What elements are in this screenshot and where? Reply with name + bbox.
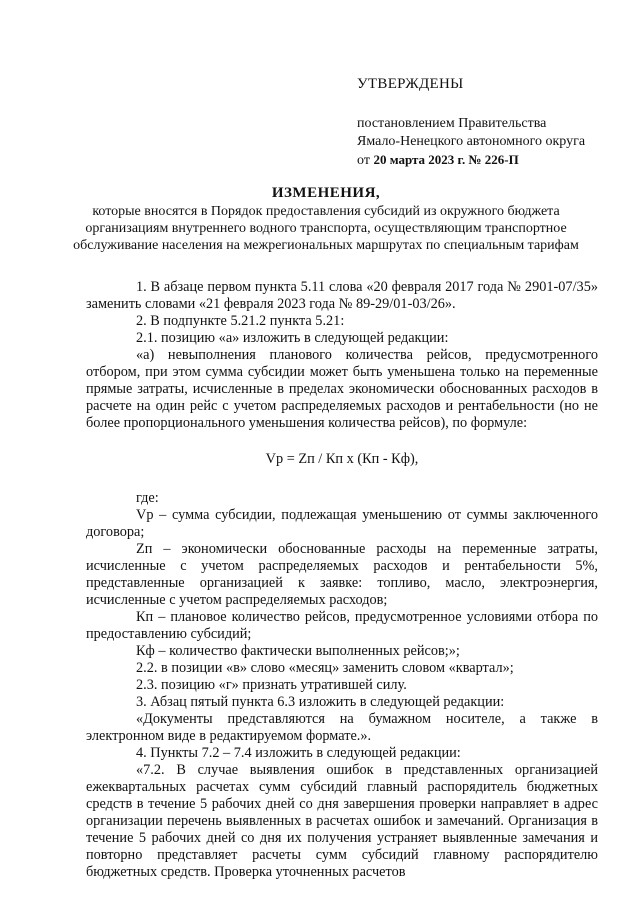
paragraph: 2.1. позицию «а» изложить в следующей редакции: (136, 330, 449, 346)
paragraph: «Документы представляются на бумажном носителе, а также в электронном виде в редактируемом формате.». (86, 711, 598, 744)
paragraph: 1. В абзаце первом пункта 5.11 слова «20 февраля 2017 года № 2901-07/35» заменить словами «21 февраля 2023 года № 89-29/01-03/26». (86, 279, 598, 312)
approval-line-1: постановлением Правительства (357, 116, 547, 131)
approval-date: 20 марта 2023 г. № 226-П (373, 152, 519, 167)
approval-date-line (357, 151, 627, 170)
formula: Vр = Zп / Кп х (Кп - Кф), (265, 451, 419, 467)
paragraph: Vр – сумма субсидии, подлежащая уменьшению от суммы заключенного договора; (86, 507, 598, 540)
approval-stamp (357, 76, 627, 170)
paragraph: 2.3. позицию «г» признать утратившей силу. (136, 677, 407, 693)
paragraph: 4. Пункты 7.2 – 7.4 изложить в следующей редакции: (136, 745, 461, 761)
paragraph: 2. В подпункте 5.21.2 пункта 5.21: (136, 313, 345, 329)
document-body (86, 279, 598, 881)
paragraph: Кп – плановое количество рейсов, предусмотренное условиями отбора по предоставлению субсидий; (86, 609, 598, 642)
document-title-block (60, 184, 592, 254)
document-title: ИЗМЕНЕНИЯ, (271, 185, 381, 201)
approval-line-2: Ямало-Ненецкого автономного округа (357, 134, 586, 149)
paragraph: 3. Абзац пятый пункта 6.3 изложить в следующей редакции: (136, 694, 505, 710)
paragraph: Zп – экономически обоснованные расходы на переменные затраты, исчисленные с учетом распределяемых расходов и рентабельности 5%, представленные организацией к заявке: топливо, масло, электроэнергия, исчисленные с учетом распределяемых расходов; (86, 541, 598, 608)
approval-heading: УТВЕРЖДЕНЫ (357, 76, 464, 92)
document-subtitle: которые вносятся в Порядок предоставления субсидий из окружного бюджета организациям внутреннего водного транспорта, осуществляющим транспортное обслуживание населения на межрегиональных маршрутах по специальным тарифам (73, 204, 579, 253)
paragraph: «7.2. В случае выявления ошибок в представленных организацией ежеквартальных расчетах сумм субсидий главный распорядитель бюджетных средств в течение 5 рабочих дней со дня завершения проверки направляет в адрес организации перечень выявленных в расчетах ошибок и замечаний. Организация в течение 5 рабочих дней со дня их получения устраняет выявленные замечания и повторно представляет расчеты сумм субсидий главному распорядителю бюджетных средств. Проверка уточненных расчетов (86, 762, 598, 880)
paragraph: «а) невыполнения планового количества рейсов, предусмотренного отбором, при этом сумма субсидии может быть уменьшена только на переменные прямые затраты, исчисленные в пределах экономически обоснованных расходов в расчете на один рейс с учетом распределяемых расходов и рентабельности (но не более пропорционального уменьшения количества рейсов), по формуле: (86, 347, 598, 431)
paragraph-where: где: (136, 490, 159, 506)
paragraph: 2.2. в позиции «в» слово «месяц» заменить словом «квартал»; (136, 660, 514, 676)
paragraph: Кф – количество фактически выполненных рейсов;»; (136, 643, 460, 659)
approval-date-prefix: от (357, 153, 370, 168)
